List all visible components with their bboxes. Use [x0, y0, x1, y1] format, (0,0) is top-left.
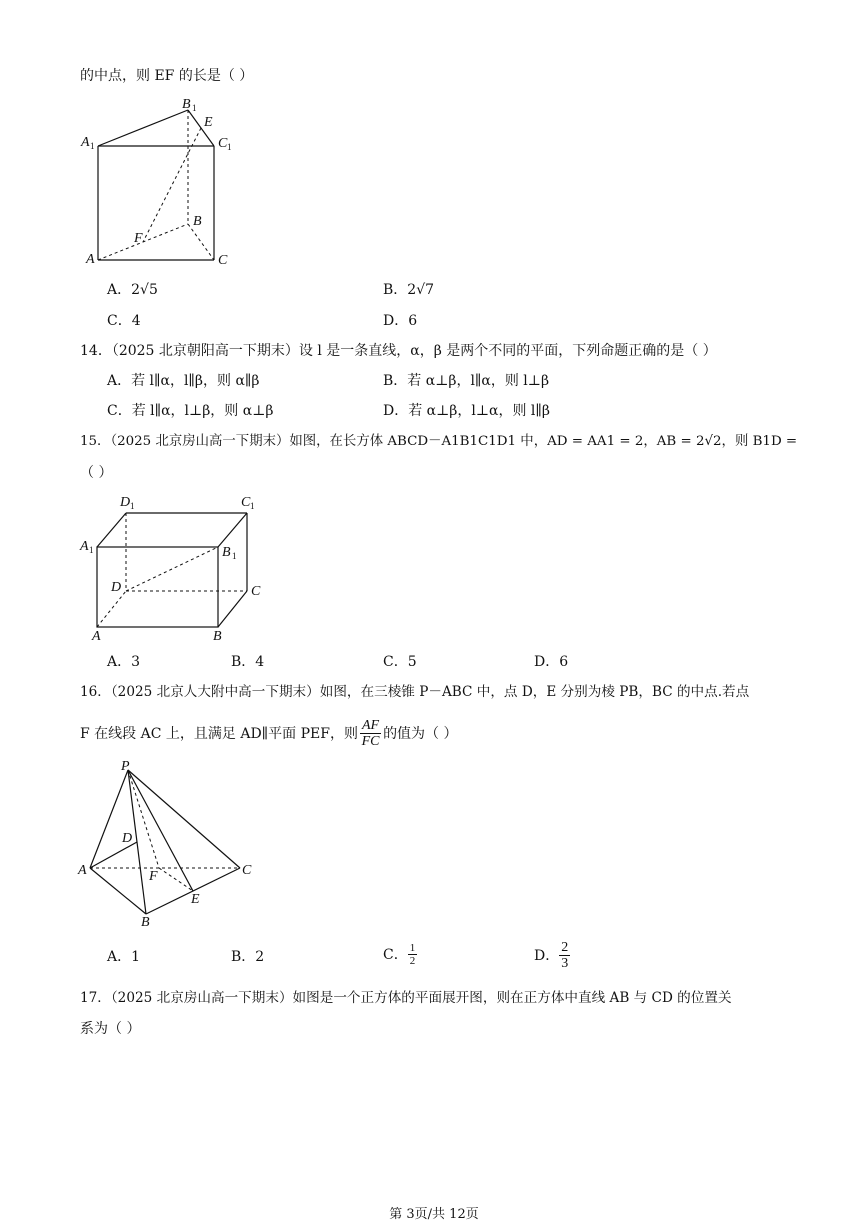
label-D1: D — [120, 495, 131, 510]
label-B: B — [213, 629, 222, 644]
q15-option-b[interactable]: B．4 — [231, 654, 265, 670]
label-B1: B — [182, 97, 191, 112]
q16-option-d-den: 3 — [561, 956, 569, 972]
q13-option-c[interactable]: C．4 — [107, 313, 141, 329]
q16-frac-den: FC — [361, 734, 380, 750]
svg-text:1: 1 — [130, 501, 135, 511]
q15-stem-line1: 15．（2025 北京房山高一下期末）如图，在长方体 ABCD－A1B1C1D1 中，AD = AA1 = 2，AB = 2√2，则 B1D = — [80, 434, 798, 449]
q17-stem-line1: 17．（2025 北京房山高一下期末）如图是一个正方体的平面展开图，则在正方体中直线 AB 与 CD 的位置关 — [80, 990, 732, 1006]
q13-option-d[interactable]: D．6 — [383, 313, 418, 329]
label-E: E — [204, 115, 213, 130]
label-F: F — [134, 231, 143, 246]
svg-text:1: 1 — [232, 551, 237, 561]
label-A: A — [86, 252, 95, 267]
svg-text:1: 1 — [89, 545, 94, 555]
q16-stem-before: F 在线段 AC 上，且满足 AD∥平面 PEF，则 — [80, 725, 358, 742]
q16-fraction — [360, 718, 381, 750]
label-A1: A — [81, 135, 90, 150]
q16-option-d-num: 2 — [561, 940, 569, 955]
q16-stem-line2 — [80, 718, 458, 750]
q16-frac-num: AF — [361, 718, 380, 733]
label-A1: A — [80, 539, 89, 554]
q16-option-d-fraction — [559, 940, 570, 972]
q13-prism-figure — [78, 96, 248, 276]
label-C1: C — [241, 495, 251, 510]
label-C: C — [251, 584, 261, 599]
q13-option-b[interactable]: B．2√7 — [383, 282, 435, 298]
label-D: D — [111, 580, 122, 595]
svg-text:1: 1 — [227, 142, 232, 152]
q13-option-a[interactable]: A．2√5 — [107, 282, 158, 298]
svg-text:1: 1 — [90, 141, 95, 151]
label-C: C — [242, 863, 252, 878]
svg-text:1: 1 — [192, 103, 197, 113]
q15-option-d[interactable]: D．6 — [534, 654, 569, 670]
q15-cuboid-figure — [78, 488, 278, 648]
q14-option-b[interactable]: B．若 α⊥β，l∥α，则 l⊥β — [383, 373, 550, 389]
q16-option-d[interactable] — [534, 940, 570, 972]
label-B1: B — [222, 545, 231, 560]
label-A: A — [92, 629, 101, 644]
q14-option-d[interactable]: D．若 α⊥β，l⊥α，则 l∥β — [383, 403, 550, 419]
label-C1: C — [218, 136, 228, 151]
svg-text:1: 1 — [250, 501, 255, 511]
label-C: C — [218, 253, 228, 268]
q15-stem-line2: （ ） — [80, 465, 113, 481]
label-A: A — [78, 863, 87, 878]
q14-stem: 14．（2025 北京朝阳高一下期末）设 l 是一条直线，α，β 是两个不同的平面，下列命题正确的是（ ） — [80, 343, 717, 359]
q16-pyramid-figure — [76, 758, 266, 930]
label-B: B — [193, 214, 202, 229]
q16-option-d-prefix: D． — [534, 947, 560, 964]
label-B: B — [141, 915, 150, 930]
q16-option-c-fraction — [408, 942, 418, 967]
q16-option-c-prefix: C． — [383, 946, 408, 963]
q16-stem-after: 的值为（ ） — [383, 725, 458, 742]
label-E: E — [191, 892, 200, 907]
q16-option-c[interactable] — [383, 942, 417, 967]
q14-option-c[interactable]: C．若 l∥α，l⊥β，则 α⊥β — [107, 403, 274, 419]
q15-option-a[interactable]: A．3 — [107, 654, 141, 670]
q15-option-c[interactable]: C．5 — [383, 654, 417, 670]
q14-option-a[interactable]: A．若 l∥α，l∥β，则 α∥β — [107, 373, 260, 389]
q16-option-c-num: 1 — [409, 942, 416, 954]
q16-stem-line1: 16．（2025 北京人大附中高一下期末）如图，在三棱锥 P－ABC 中，点 D，E 分别为棱 PB，BC 的中点.若点 — [80, 684, 750, 700]
q17-stem-line2: 系为（ ） — [80, 1021, 141, 1037]
q16-option-c-den: 2 — [409, 955, 416, 968]
label-F: F — [149, 869, 158, 884]
label-P: P — [121, 759, 130, 774]
q16-option-b[interactable]: B．2 — [231, 949, 265, 965]
label-D: D — [122, 831, 133, 846]
page-footer: 第 3页/共 12页 — [389, 1207, 479, 1222]
q16-option-a[interactable]: A．1 — [107, 949, 141, 965]
q13-stem-tail: 的中点，则 EF 的长是（ ） — [80, 68, 254, 84]
